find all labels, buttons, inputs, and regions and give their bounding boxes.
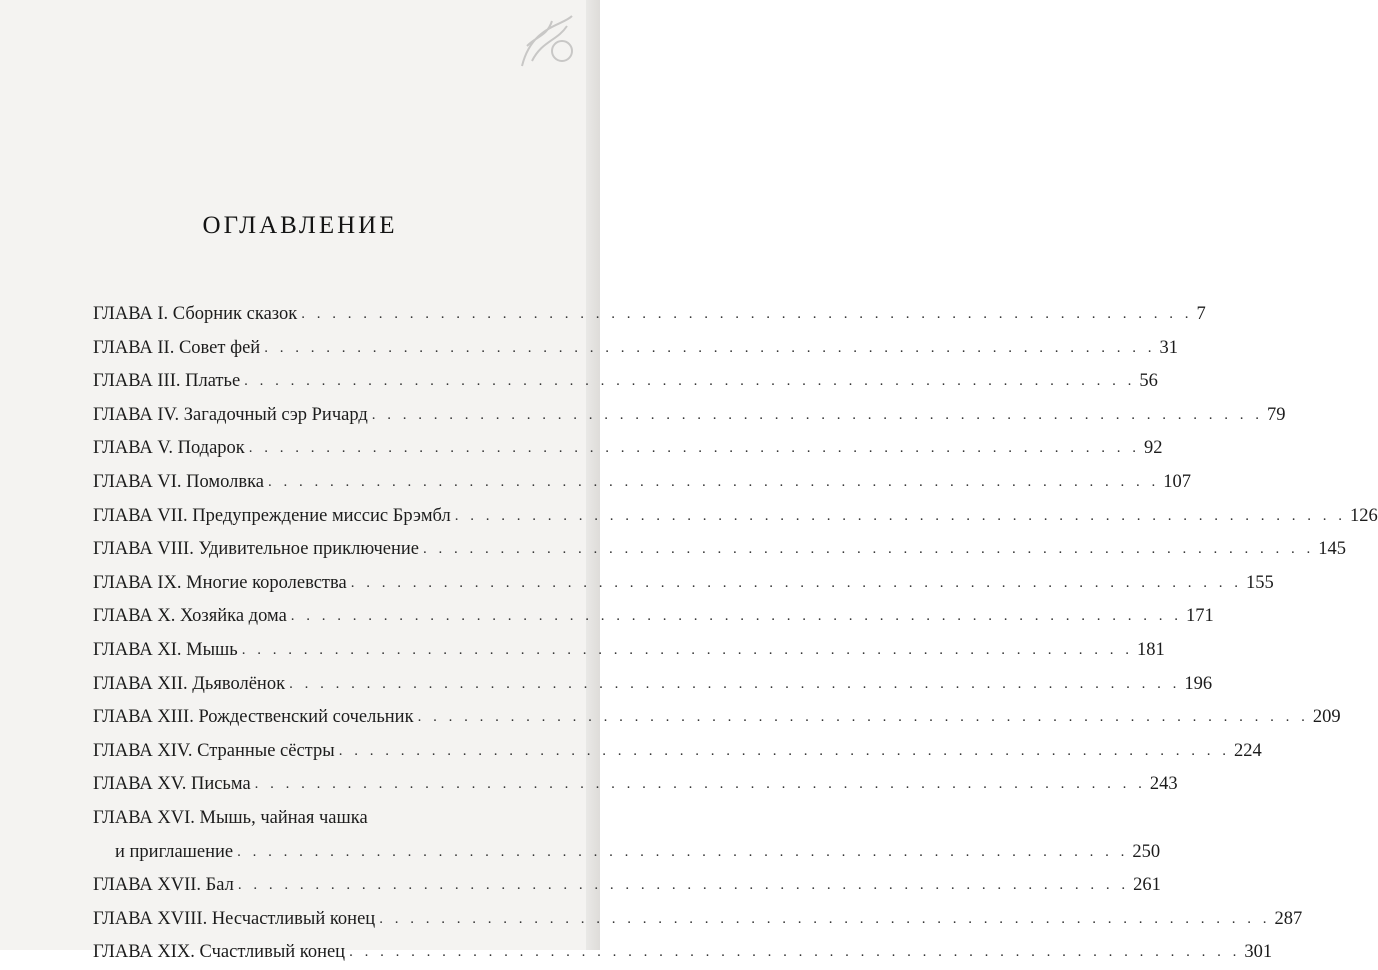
dot-leader (351, 567, 1242, 601)
chapter-page-number: 92 (1144, 438, 1163, 459)
dot-leader (379, 903, 1270, 937)
dot-leader (339, 735, 1230, 769)
toc-row[interactable] (93, 701, 1341, 735)
chapter-page-number: 7 (1196, 304, 1206, 324)
dot-leader (255, 768, 1146, 802)
chapter-label: ГЛАВА XIX. Счастливый конец (93, 942, 346, 963)
chapter-page-number: 261 (1133, 875, 1161, 896)
chapter-page-number: 181 (1136, 639, 1165, 660)
toc-row[interactable] (93, 365, 1158, 399)
toc-row[interactable] (93, 332, 1178, 366)
dot-leader (455, 500, 1346, 534)
chapter-page-number: 243 (1149, 774, 1178, 795)
dot-leader (372, 399, 1263, 433)
toc-row[interactable] (93, 735, 1262, 769)
toc-row[interactable] (93, 869, 1161, 903)
chapter-page-number: 209 (1312, 707, 1341, 728)
dot-leader (301, 298, 1192, 332)
chapter-label: ГЛАВА II. Совет фей (93, 337, 261, 358)
chapter-page-number: 250 (1132, 841, 1161, 862)
dot-leader (291, 600, 1182, 634)
chapter-label: ГЛАВА XVIII. Несчастливый конец (93, 908, 376, 929)
chapter-page-number: 155 (1245, 572, 1274, 593)
chapter-label: ГЛАВА X. Хозяйка дома (93, 606, 287, 627)
toc-row[interactable] (93, 500, 1378, 534)
chapter-label: ГЛАВА XIV. Странные сёстры (93, 740, 335, 761)
dot-leader (264, 332, 1155, 366)
toc-row[interactable] (93, 903, 1303, 937)
chapter-page-number: 145 (1318, 539, 1347, 560)
toc-row[interactable] (93, 432, 1163, 466)
chapter-label: ГЛАВА XVI. Мышь, чайная чашка (93, 807, 368, 828)
chapter-label: ГЛАВА VIII. Удивительное приключение (93, 539, 420, 560)
chapter-label: ГЛАВА XVII. Бал (93, 875, 234, 896)
chapter-label: ГЛАВА XV. Письма (93, 774, 251, 795)
chapter-label-continuation: и приглашение (115, 841, 234, 862)
dot-leader (418, 701, 1309, 735)
toc-row[interactable] (93, 600, 1214, 634)
chapter-label: ГЛАВА XII. Дьяволёнок (93, 673, 286, 694)
chapter-page-number: 301 (1244, 942, 1273, 963)
toc-row[interactable] (93, 567, 1274, 601)
toc-row[interactable] (93, 634, 1165, 668)
toc-title: ОГЛАВЛЕНИЕ (202, 212, 398, 239)
chapter-page-number: 171 (1186, 606, 1214, 627)
chapter-label: ГЛАВА IX. Многие королевства (93, 572, 347, 593)
chapter-label: ГЛАВА III. Платье (93, 371, 241, 392)
corner-ornament-icon (512, 6, 582, 76)
chapter-page-number: 196 (1184, 673, 1213, 694)
chapter-page-number: 79 (1267, 404, 1286, 425)
toc-row[interactable] (93, 802, 521, 836)
dot-leader (423, 533, 1314, 567)
dot-leader (289, 668, 1180, 702)
dot-leader (242, 634, 1133, 668)
chapter-label: ГЛАВА I. Сборник сказок (93, 304, 298, 324)
dot-leader (238, 869, 1129, 903)
dot-leader (349, 936, 1240, 970)
dot-leader (249, 432, 1140, 466)
chapter-page-number: 287 (1274, 908, 1303, 929)
chapter-label: ГЛАВА XI. Мышь (93, 639, 238, 660)
toc-row-continuation[interactable] (93, 836, 1161, 870)
toc-row[interactable] (93, 399, 1286, 433)
dot-leader (244, 365, 1135, 399)
dot-leader (268, 466, 1159, 500)
toc-row[interactable] (93, 668, 1213, 702)
toc-row[interactable] (93, 936, 1273, 970)
toc-row[interactable] (93, 533, 1347, 567)
chapter-page-number: 126 (1349, 505, 1378, 526)
chapter-label: ГЛАВА XIII. Рождественский сочельник (93, 707, 414, 728)
chapter-label: ГЛАВА V. Подарок (93, 438, 245, 459)
chapter-page-number: 56 (1139, 371, 1158, 392)
chapter-label: ГЛАВА VI. Помолвка (93, 471, 264, 492)
table-of-contents (93, 298, 1378, 970)
chapter-page-number: 107 (1163, 471, 1191, 492)
chapter-page-number: 31 (1159, 337, 1178, 358)
toc-row[interactable] (93, 298, 1206, 332)
chapter-label: ГЛАВА VII. Предупреждение миссис Брэмбл (93, 505, 451, 526)
toc-row[interactable] (93, 466, 1191, 500)
toc-row[interactable] (93, 768, 1178, 802)
dot-leader (237, 836, 1128, 870)
chapter-page-number: 224 (1233, 740, 1262, 761)
chapter-label: ГЛАВА IV. Загадочный сэр Ричард (93, 404, 368, 425)
